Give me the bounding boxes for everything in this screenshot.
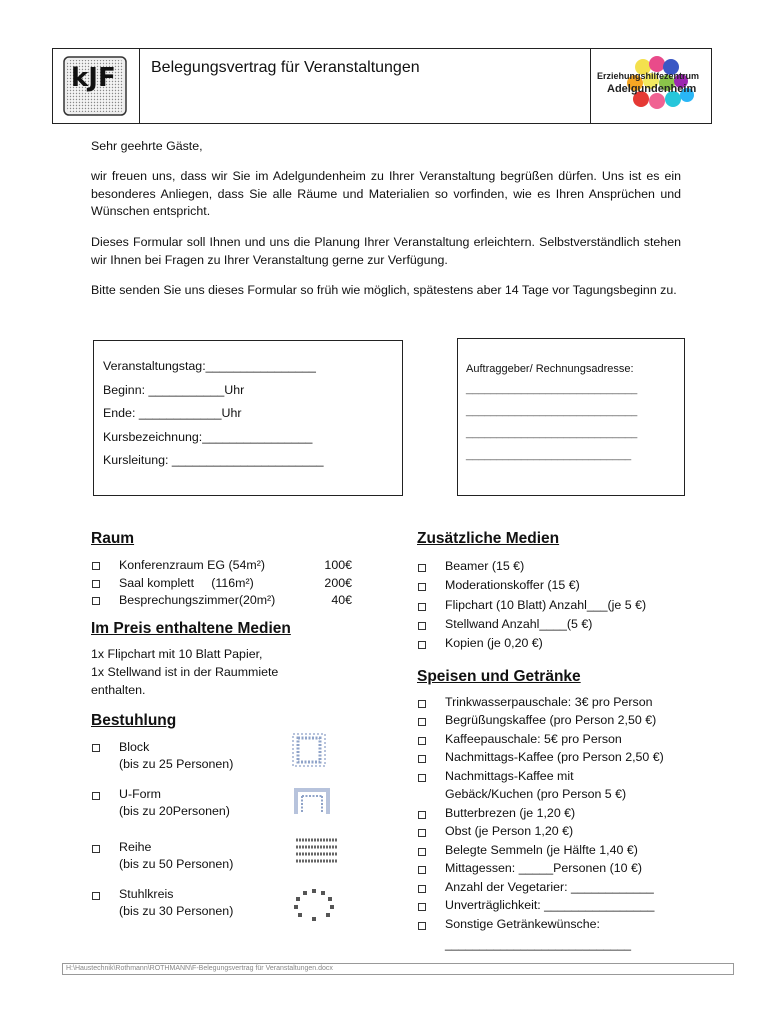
raum-item-name: Saal komplett (116m²)	[119, 576, 254, 590]
raum-item-price: 200€	[324, 576, 352, 590]
course-lead-field[interactable]: Kursleitung: ______________________	[103, 453, 324, 467]
logo-text-line1: Erziehungshilfezentrum	[597, 71, 700, 81]
raum-item-name: Konferenzraum EG (54m²)	[119, 558, 265, 572]
media-item: Kopien (je 0,20 €)	[445, 636, 543, 650]
food-item: Sonstige Getränkewünsche:	[445, 917, 600, 931]
seating-name: U-Form	[119, 787, 161, 801]
raum-item-price: 40€	[331, 593, 352, 607]
food-drinks-heading: Speisen und Getränke	[417, 668, 581, 685]
checkbox[interactable]	[418, 848, 426, 856]
salutation: Sehr geehrte Gäste,	[91, 139, 203, 153]
u-form-seating-icon	[292, 786, 332, 816]
checkbox[interactable]	[418, 700, 426, 708]
checkbox[interactable]	[418, 755, 426, 763]
media-item: Stellwand Anzahl____(5 €)	[445, 617, 593, 631]
checkbox[interactable]	[418, 829, 426, 837]
checkbox[interactable]	[418, 866, 426, 874]
included-media-heading: Im Preis enthaltene Medien	[91, 620, 291, 637]
block-seating-icon	[292, 732, 326, 768]
row-seating-icon	[294, 836, 340, 868]
intro-paragraph-3: Bitte senden Sie uns dieses Formular so früh wie möglich, spätestens aber 14 Tage vor Tagungsbeginn zu.	[91, 283, 677, 297]
page-title: Belegungsvertrag für Veranstaltungen	[151, 59, 420, 76]
food-item: Begrüßungskaffee (pro Person 2,50 €)	[445, 713, 657, 727]
food-item: Mittagessen: _____Personen (10 €)	[445, 861, 642, 875]
food-item: Obst (je Person 1,20 €)	[445, 824, 574, 838]
event-end-field[interactable]: Ende: ____________Uhr	[103, 406, 242, 420]
client-address-box	[457, 338, 685, 496]
seating-name: Stuhlkreis	[119, 887, 174, 901]
included-line-3: enthalten.	[91, 683, 146, 697]
checkbox[interactable]	[92, 792, 100, 800]
seating-name: Block	[119, 740, 150, 754]
media-item: Beamer (15 €)	[445, 559, 525, 573]
logo-letters: kJF	[71, 63, 116, 93]
checkbox[interactable]	[418, 564, 426, 572]
client-address-line-3[interactable]: ____________________________	[466, 427, 638, 439]
client-address-label: Auftraggeber/ Rechnungsadresse:	[466, 363, 634, 375]
food-item: Unverträglichkeit: ________________	[445, 898, 655, 912]
kjf-logo	[63, 56, 127, 116]
checkbox[interactable]	[92, 744, 100, 752]
included-line-2: 1x Stellwand ist in der Raummiete	[91, 665, 279, 679]
checkbox[interactable]	[418, 903, 426, 911]
file-path-footer: H:\Haustechnik\Rothmann\ROTHMANN\F-Belegungsvertrag für Veranstaltungen.docx	[62, 963, 734, 975]
food-item: Nachmittags-Kaffee (pro Person 2,50 €)	[445, 750, 664, 764]
additional-media-heading: Zusätzliche Medien	[417, 530, 560, 547]
course-name-field[interactable]: Kursbezeichnung:________________	[103, 430, 313, 444]
intro-paragraph-1: wir freuen uns, dass wir Sie im Adelgundenheim zu Ihrer Veranstaltung begrüßen dürfen. Uns ist es ein besonderes Anliegen, dass Sie alle Räume und Materialien so vorfinden, wie es Ihren Ansprüchen und Wünschen entspricht.	[91, 169, 681, 218]
checkbox[interactable]	[418, 811, 426, 819]
other-drinks-field[interactable]: ___________________________	[445, 937, 632, 951]
partner-logo-cell	[590, 49, 711, 123]
checkbox[interactable]	[418, 603, 426, 611]
seating-capacity: (bis zu 30 Personen)	[119, 904, 234, 918]
food-item: Butterbrezen (je 1,20 €)	[445, 806, 576, 820]
checkbox[interactable]	[92, 562, 100, 570]
food-item: Trinkwasserpauschale: 3€ pro Person	[445, 695, 653, 709]
checkbox[interactable]	[92, 580, 100, 588]
checkbox[interactable]	[418, 583, 426, 591]
circle-seating-icon	[292, 888, 336, 922]
checkbox[interactable]	[92, 845, 100, 853]
event-details-box	[93, 340, 403, 496]
event-date-field[interactable]: Veranstaltungstag:________________	[103, 359, 316, 373]
raum-heading: Raum	[91, 530, 135, 547]
checkbox[interactable]	[418, 641, 426, 649]
checkbox[interactable]	[418, 737, 426, 745]
logo-cell	[53, 49, 140, 123]
seating-capacity: (bis zu 20Personen)	[119, 804, 230, 818]
seating-capacity: (bis zu 25 Personen)	[119, 757, 234, 771]
raum-item-name: Besprechungszimmer(20m²)	[119, 593, 276, 607]
checkbox[interactable]	[92, 597, 100, 605]
checkbox[interactable]	[92, 892, 100, 900]
seating-heading: Bestuhlung	[91, 712, 177, 729]
food-item: Anzahl der Vegetarier: ____________	[445, 880, 654, 894]
seating-name: Reihe	[119, 840, 152, 854]
client-address-line-4[interactable]: ___________________________	[466, 449, 632, 461]
food-item: Kaffeepauschale: 5€ pro Person	[445, 732, 622, 746]
checkbox[interactable]	[418, 885, 426, 893]
food-item-continuation: Gebäck/Kuchen (pro Person 5 €)	[445, 787, 627, 801]
raum-item-price: 100€	[324, 558, 352, 572]
media-item: Moderationskoffer (15 €)	[445, 578, 580, 592]
checkbox[interactable]	[418, 922, 426, 930]
food-item: Belegte Semmeln (je Hälfte 1,40 €)	[445, 843, 638, 857]
event-start-field[interactable]: Beginn: ___________Uhr	[103, 383, 245, 397]
seating-capacity: (bis zu 50 Personen)	[119, 857, 234, 871]
checkbox[interactable]	[418, 774, 426, 782]
checkbox[interactable]	[418, 622, 426, 630]
intro-paragraph-2: Dieses Formular soll Ihnen und uns die Planung Ihrer Veranstaltung erleichtern. Selbstverständlich stehen wir Ihnen bei Fragen zu Ihrer Veranstaltung gerne zur Verfügung.	[91, 235, 681, 267]
food-item: Nachmittags-Kaffee mit	[445, 769, 574, 783]
checkbox[interactable]	[418, 718, 426, 726]
client-address-line-1[interactable]: ____________________________	[466, 383, 638, 395]
client-address-line-2[interactable]: ____________________________	[466, 405, 638, 417]
media-item: Flipchart (10 Blatt) Anzahl___(je 5 €)	[445, 598, 647, 612]
logo-text-line2: Adelgundenheim	[607, 83, 697, 95]
included-line-1: 1x Flipchart mit 10 Blatt Papier,	[91, 647, 263, 661]
document-header	[52, 48, 712, 124]
